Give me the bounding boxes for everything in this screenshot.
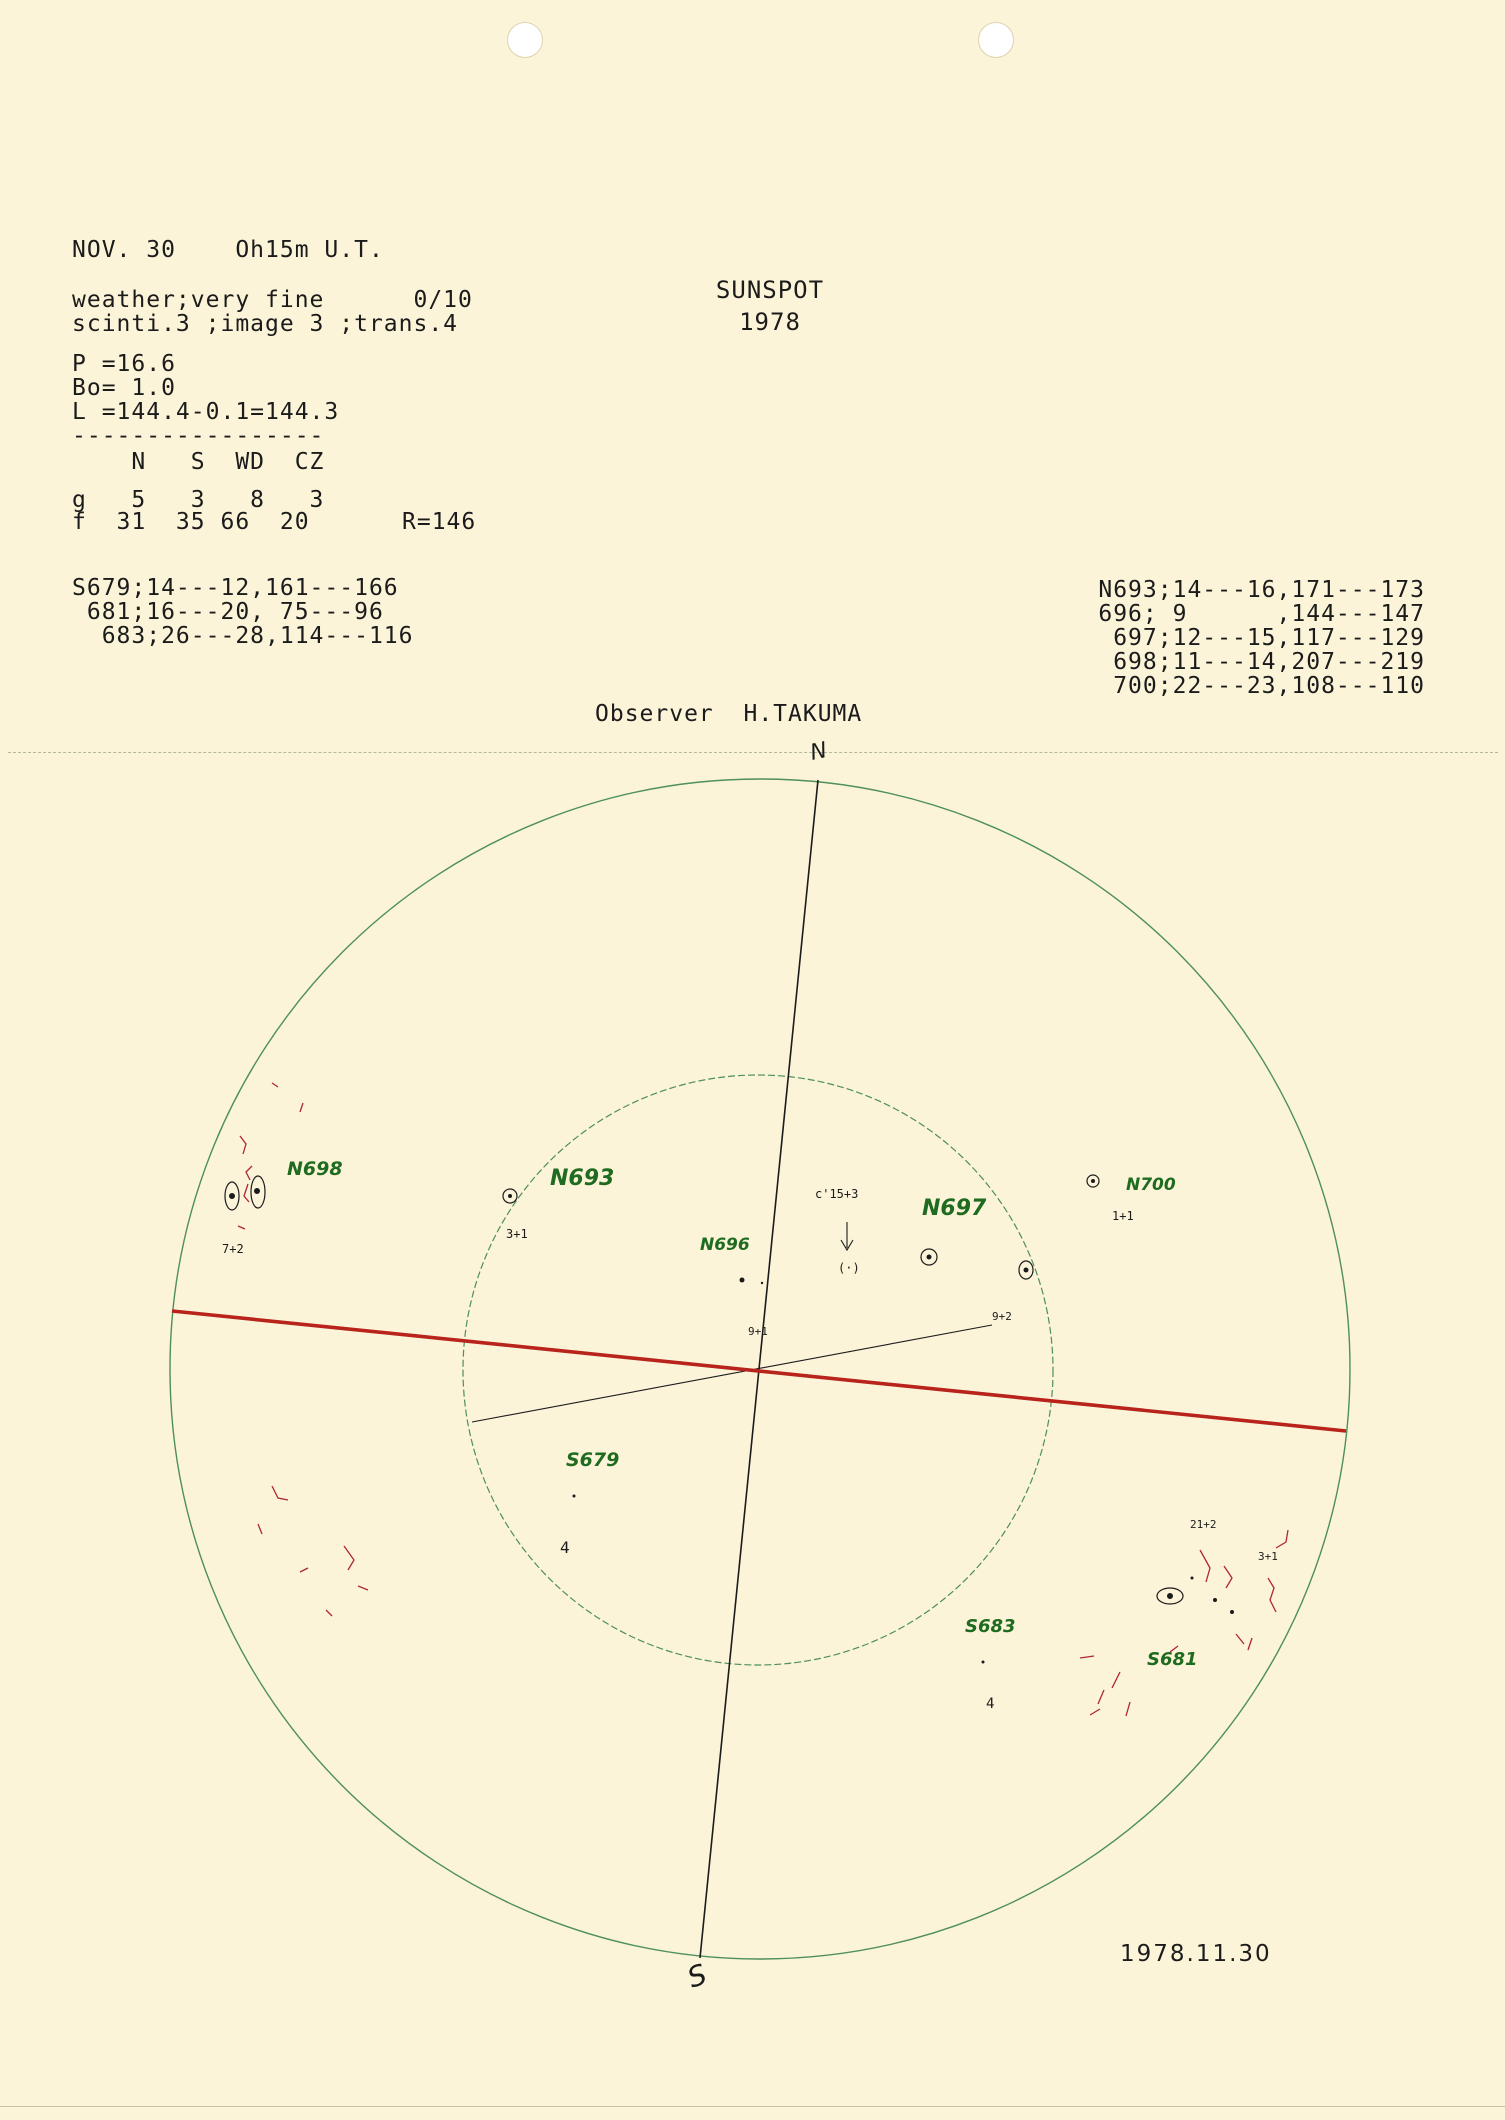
group-label-n693: N693 — [550, 1166, 615, 1191]
spot-681d — [1191, 1577, 1194, 1580]
reference-axis — [472, 1325, 992, 1422]
p-angle: P =16.6 — [72, 351, 176, 377]
south-mark: S — [683, 1957, 712, 1995]
sheet-bottom-edge — [0, 2106, 1505, 2107]
count-table-g-row: g 5 3 8 3 — [72, 487, 325, 513]
group-list-left-3: 683;26---28,114---116 — [72, 623, 414, 649]
bo-value: Bo= 1.0 — [72, 375, 176, 401]
count-axis: 9+2 — [992, 1310, 1012, 1323]
group-list-right-4: 698;11---14,207---219 — [1113, 649, 1425, 675]
relative-number: R=146 — [402, 509, 477, 535]
group-label-n697: N697 — [922, 1196, 987, 1221]
group-label-n700: N700 — [1126, 1175, 1176, 1195]
group-label-s683: S683 — [965, 1616, 1016, 1637]
count-700: 1+1 — [1112, 1209, 1134, 1223]
spot-700-core — [1091, 1179, 1095, 1183]
sheet-title: SUNSPOT — [715, 276, 825, 304]
sheet-year: 1978 — [739, 308, 801, 336]
group-list-right-3: 697;12---15,117---129 — [1113, 625, 1425, 651]
spot-679 — [573, 1495, 576, 1498]
observer-line: Observer H.TAKUMA — [595, 701, 863, 727]
spot-698a-core — [229, 1193, 235, 1199]
group-list-left-1: S679;14---12,161---166 — [72, 575, 399, 601]
spot-697-paren: (·) — [838, 1261, 860, 1275]
count-697: c'15+3 — [815, 1187, 859, 1201]
count-696: 9+1 — [748, 1325, 768, 1338]
count-681a: 21+2 — [1190, 1518, 1217, 1531]
count-681b: 3+1 — [1258, 1550, 1278, 1563]
group-list-left-2: 681;16---20, 75---96 — [72, 599, 384, 625]
faculae-sw — [258, 1486, 368, 1616]
spot-697a-core — [927, 1255, 932, 1260]
spot-696-b — [761, 1282, 763, 1284]
group-label-n696: N696 — [700, 1235, 750, 1255]
count-693: 3+1 — [506, 1227, 528, 1241]
drawing-date-stamp: 1978.11.30 — [1120, 1941, 1272, 1967]
spot-681a-core — [1167, 1593, 1173, 1599]
spot-683 — [982, 1661, 985, 1664]
spot-693-core — [508, 1194, 512, 1198]
l-value: L =144.4-0.1=144.3 — [72, 399, 340, 425]
spot-681b — [1213, 1598, 1217, 1602]
group-list-right-1: N693;14---16,171---173 — [1098, 577, 1425, 603]
spot-681c — [1230, 1610, 1234, 1614]
seeing-line: scinti.3 ;image 3 ;trans.4 — [72, 311, 459, 337]
arrow-697 — [841, 1222, 853, 1250]
header-rule: ----------------- — [72, 423, 325, 449]
count-698: 7+2 — [222, 1242, 244, 1256]
weather-line: weather;very fine 0/10 — [72, 287, 473, 313]
group-label-n698: N698 — [287, 1158, 343, 1180]
faculae-698 — [238, 1083, 303, 1229]
count-table-f-row: f 31 35 66 20 — [72, 509, 310, 535]
spot-697b-core — [1024, 1268, 1029, 1273]
count-table-header: N S WD CZ — [72, 449, 325, 475]
group-label-s679: S679 — [566, 1449, 620, 1471]
spot-698b-core — [254, 1188, 260, 1194]
count-679: 4 — [560, 1538, 570, 1557]
count-683: 4 — [986, 1696, 995, 1712]
spot-696 — [740, 1278, 745, 1283]
group-list-right-5: 700;22---23,108---110 — [1113, 673, 1425, 699]
solar-disk-outline — [170, 779, 1350, 1959]
north-mark: N — [808, 737, 830, 766]
group-list-right-2: 696; 9 ,144---147 — [1098, 601, 1425, 627]
observation-date: NOV. 30 Oh15m U.T. — [72, 237, 384, 263]
group-label-s681: S681 — [1147, 1649, 1198, 1670]
